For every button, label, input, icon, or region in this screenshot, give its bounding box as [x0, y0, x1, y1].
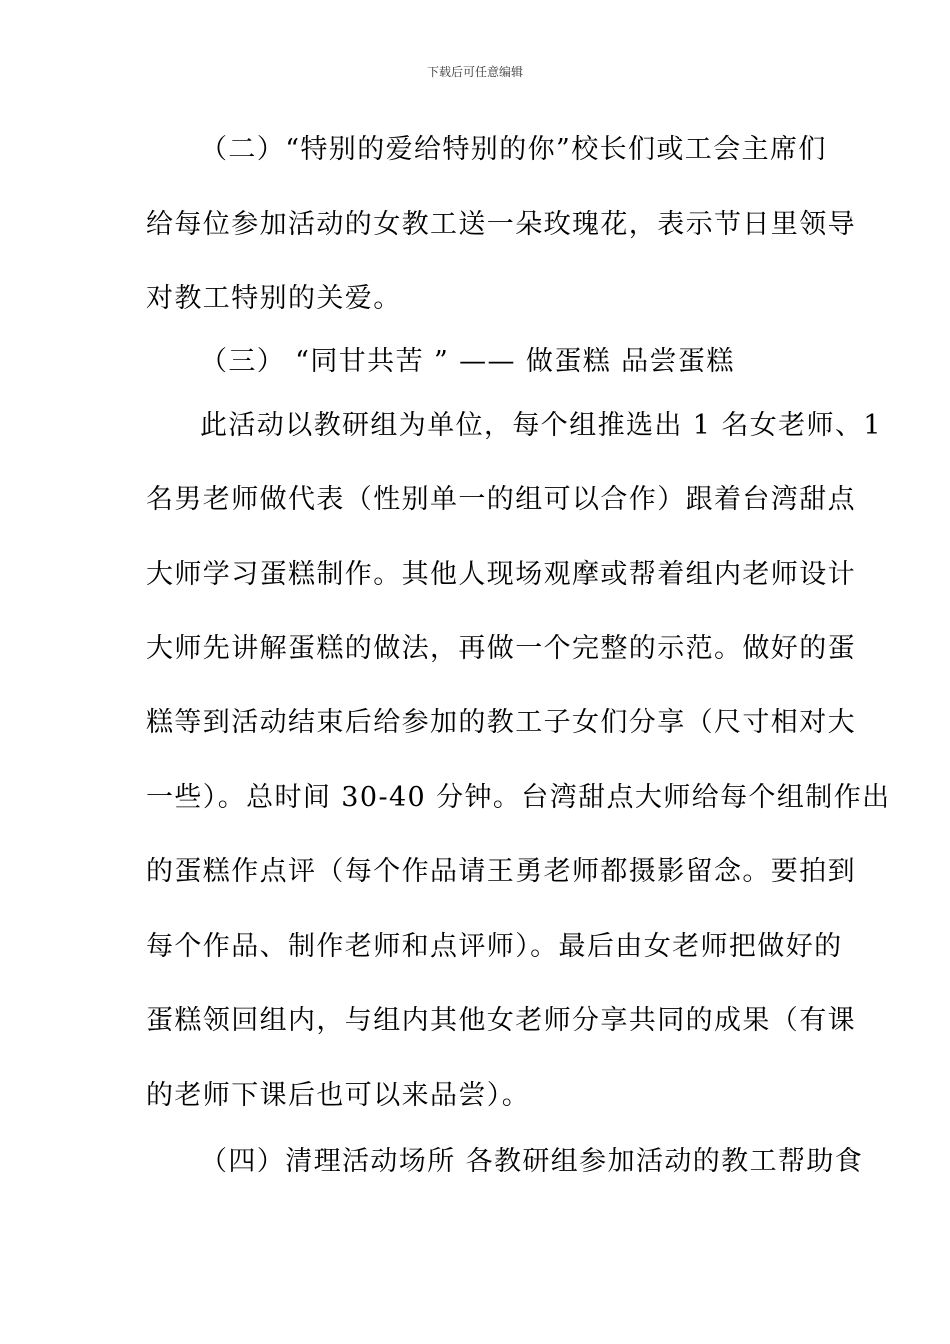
page-header: 下载后可任意编辑 [426, 65, 523, 79]
text-line: （三） “同甘共苦 ” —— 做蛋糕 品尝蛋糕 [200, 346, 735, 377]
text-line: 大师先讲解蛋糕的做法，再做一个完整的示范。做好的蛋 [146, 633, 856, 664]
text-line: 每个作品、制作老师和点评师）。最后由女老师把做好的 [146, 931, 843, 962]
text-line: 对教工特别的关爱。 [146, 283, 402, 314]
text-line: 糕等到活动结束后给参加的教工子女们分享（尺寸相对大 [146, 707, 856, 738]
text-line: 给每位参加活动的女教工送一朵玫瑰花，表示节日里领导 [146, 209, 856, 240]
text-line: （二）“特别的爱给特别的你”校长们或工会主席们 [200, 134, 827, 165]
text-line: 名男老师做代表（性别单一的组可以合作）跟着台湾甜点 [146, 484, 856, 515]
text-line: 此活动以教研组为单位，每个组推选出 1 名女老师、1 [200, 410, 882, 441]
text-line: 一些）。总时间 30-40 分钟。台湾甜点大师给每个组制作出 [146, 782, 891, 813]
text-line: 蛋糕领回组内，与组内其他女老师分享共同的成果（有课 [146, 1005, 856, 1036]
text-line: （四）清理活动场所 各教研组参加活动的教工帮助食 [200, 1146, 864, 1177]
text-line: 的老师下课后也可以来品尝）。 [146, 1080, 531, 1111]
text-line: 大师学习蛋糕制作。其他人现场观摩或帮着组内老师设计 [146, 559, 856, 590]
text-line: 的蛋糕作点评（每个作品请王勇老师都摄影留念。要拍到 [146, 856, 856, 887]
